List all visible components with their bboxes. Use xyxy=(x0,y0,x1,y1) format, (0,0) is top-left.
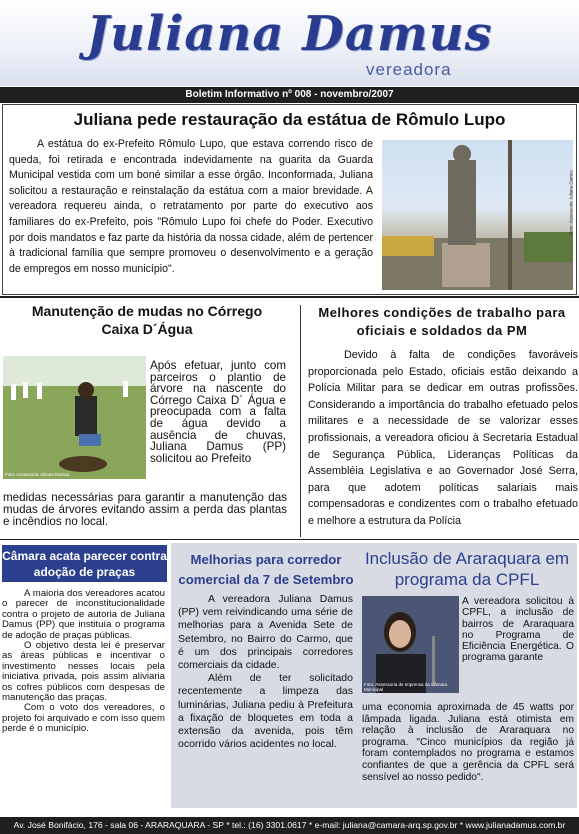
footer-contact-bar: Av. José Bonifácio, 176 - sala 06 - ARARAQUARA - SP * tel.: (16) 3301.0617 * e-mail: juliana@camara-arq.sp.gov.br * www.julianadamus.com.br xyxy=(0,817,579,834)
lead-body: A estátua do ex-Prefeito Rômulo Lupo, que estava correndo risco de queda, foi retirada e encontrada indevidamente na guarita da Guarda Municipal vestida com um boné similar a esse órgão. Inconformada, Juliana solicitou a restauração e reinstalação da estátua com a maior brevidade. A vereadora requereu ainda, o retratamento por parte do executivo aos familiares do ex-Prefeito, pois "Rômulo Lupo foi chefe do Poder. Executivo por dois mandatos e faz parte da história da nossa cidade, além de pertencer à tradicional família que sempre promoveu o desenvolvimento e a geração de empregos em nosso município". xyxy=(9,138,373,275)
column-divider xyxy=(300,305,301,537)
pracas-paragraph: Com o voto dos vereadores, o projeto foi arquivado e com isso quem perde é o município. xyxy=(2,702,165,735)
statue-photo xyxy=(382,140,573,290)
corredor-body xyxy=(178,593,353,751)
lead-headline: Juliana pede restauração da estátua de Rômulo Lupo xyxy=(73,110,506,129)
pracas-body xyxy=(2,589,165,735)
mudas-photo-credit: Foto: Assessoria Juliana Damus xyxy=(5,472,70,477)
cpfl-body-top: A vereadora solicitou à CPFL, a inclusão de bairros de Araraquara no Programa de Eficiência Energética. O programa garante xyxy=(462,596,574,664)
pracas-paragraph: A maioria dos vereadores acatou o parecer de inconstitucionalidade contra o projeto de autoria de Juliana Damus (PP) que instituía o programa de adoção de praças públicas. xyxy=(2,588,165,641)
pracas-paragraph: O objetivo desta lei é preservar as áreas públicas e incentivar o investimento nesses locais pela iniciativa privada, pois assim aliviaria os cofres públicos com despesas de manutenção das praças. xyxy=(2,640,165,704)
corredor-paragraph: Além de ter solicitado recentemente a limpeza das luminárias, Juliana pediu à Prefeitura a fixação de bloquetes em toda a extensão da avenida, pois têm ocorrido vários acidentes no local. xyxy=(178,672,353,751)
corredor-paragraph: A vereadora Juliana Damus (PP) vem reivindicando uma série de melhorias para a Avenida Sete de Setembro, no Bairro do Carmo, que é um dos principais corredores comerciais da cidade. xyxy=(178,593,353,672)
planting-illustration xyxy=(3,356,146,479)
mudas-body-bottom: medidas necessárias para garantir a manutenção das mudas de árvores evitando assim a perda das plantas e incêndios no local. xyxy=(3,491,287,529)
cpfl-headline: Inclusão de Araraquara em programa da CPFL xyxy=(364,549,570,589)
mudas-photo xyxy=(3,356,146,479)
bulletin-bar: Boletim Informativo nº 008 - novembro/2007 xyxy=(0,87,579,103)
pracas-headline: Câmara acata parecer contra adoção de praças xyxy=(2,545,167,582)
statue-illustration xyxy=(382,140,573,290)
statue-photo-credit: Foto: Assessoria Juliana Damus xyxy=(568,170,573,235)
cpfl-body-bottom: uma economia aproximada de 45 watts por lâmpada ligada. Juliana está otimista em relação à inclusão de Araraquara no programa. "Cinco municípios da região já foram contemplados no programa e estamos confiantes de que a gerência da CPFL será sensível ao nosso pedido". xyxy=(362,702,574,783)
masthead-title: Juliana Damus xyxy=(86,6,493,62)
pm-headline: Melhores condições de trabalho para oficiais e soldados da PM xyxy=(318,305,566,338)
section-divider-2 xyxy=(0,539,579,540)
mudas-headline: Manutenção de mudas no Córrego Caixa D´Água xyxy=(31,303,263,337)
speaker-illustration xyxy=(362,596,459,693)
juliana-photo-credit: Foto: Assessoria de Imprensa da Câmara Municipal xyxy=(364,682,448,692)
juliana-photo xyxy=(362,596,459,693)
corredor-headline: Melhorias para corredor comercial da 7 de Setembro xyxy=(178,552,354,587)
masthead-subtitle: vereadora xyxy=(366,60,452,79)
section-divider xyxy=(0,296,579,298)
pm-body: Devido à falta de condições favoráveis proporcionada pelo Estado, oficiais estão deixando a Polícia Militar para se dedicar em outras profissões. Considerando a importância do trabalho efetuado pelos militares e a necessidade de se valorizar esses profissionais, a vereadora oficiou à Secretaria Estadual de Segurança Pública, Lideranças Políticas da Assembléia Legislativa e ao Governador José Serra, para que adotem políticas salariais mais compensadoras e condizentes com o trabalho efetuado e melhore a estrutura da Polícia xyxy=(308,349,578,527)
mudas-body-top: Após efetuar, junto com parceiros o plantio de árvore na nascente do Córrego Caixa D´ Água e preocupada com a falta de água devido a ausência de chuvas, Juliana Damus (PP) solicitou ao Prefeito xyxy=(150,359,286,465)
